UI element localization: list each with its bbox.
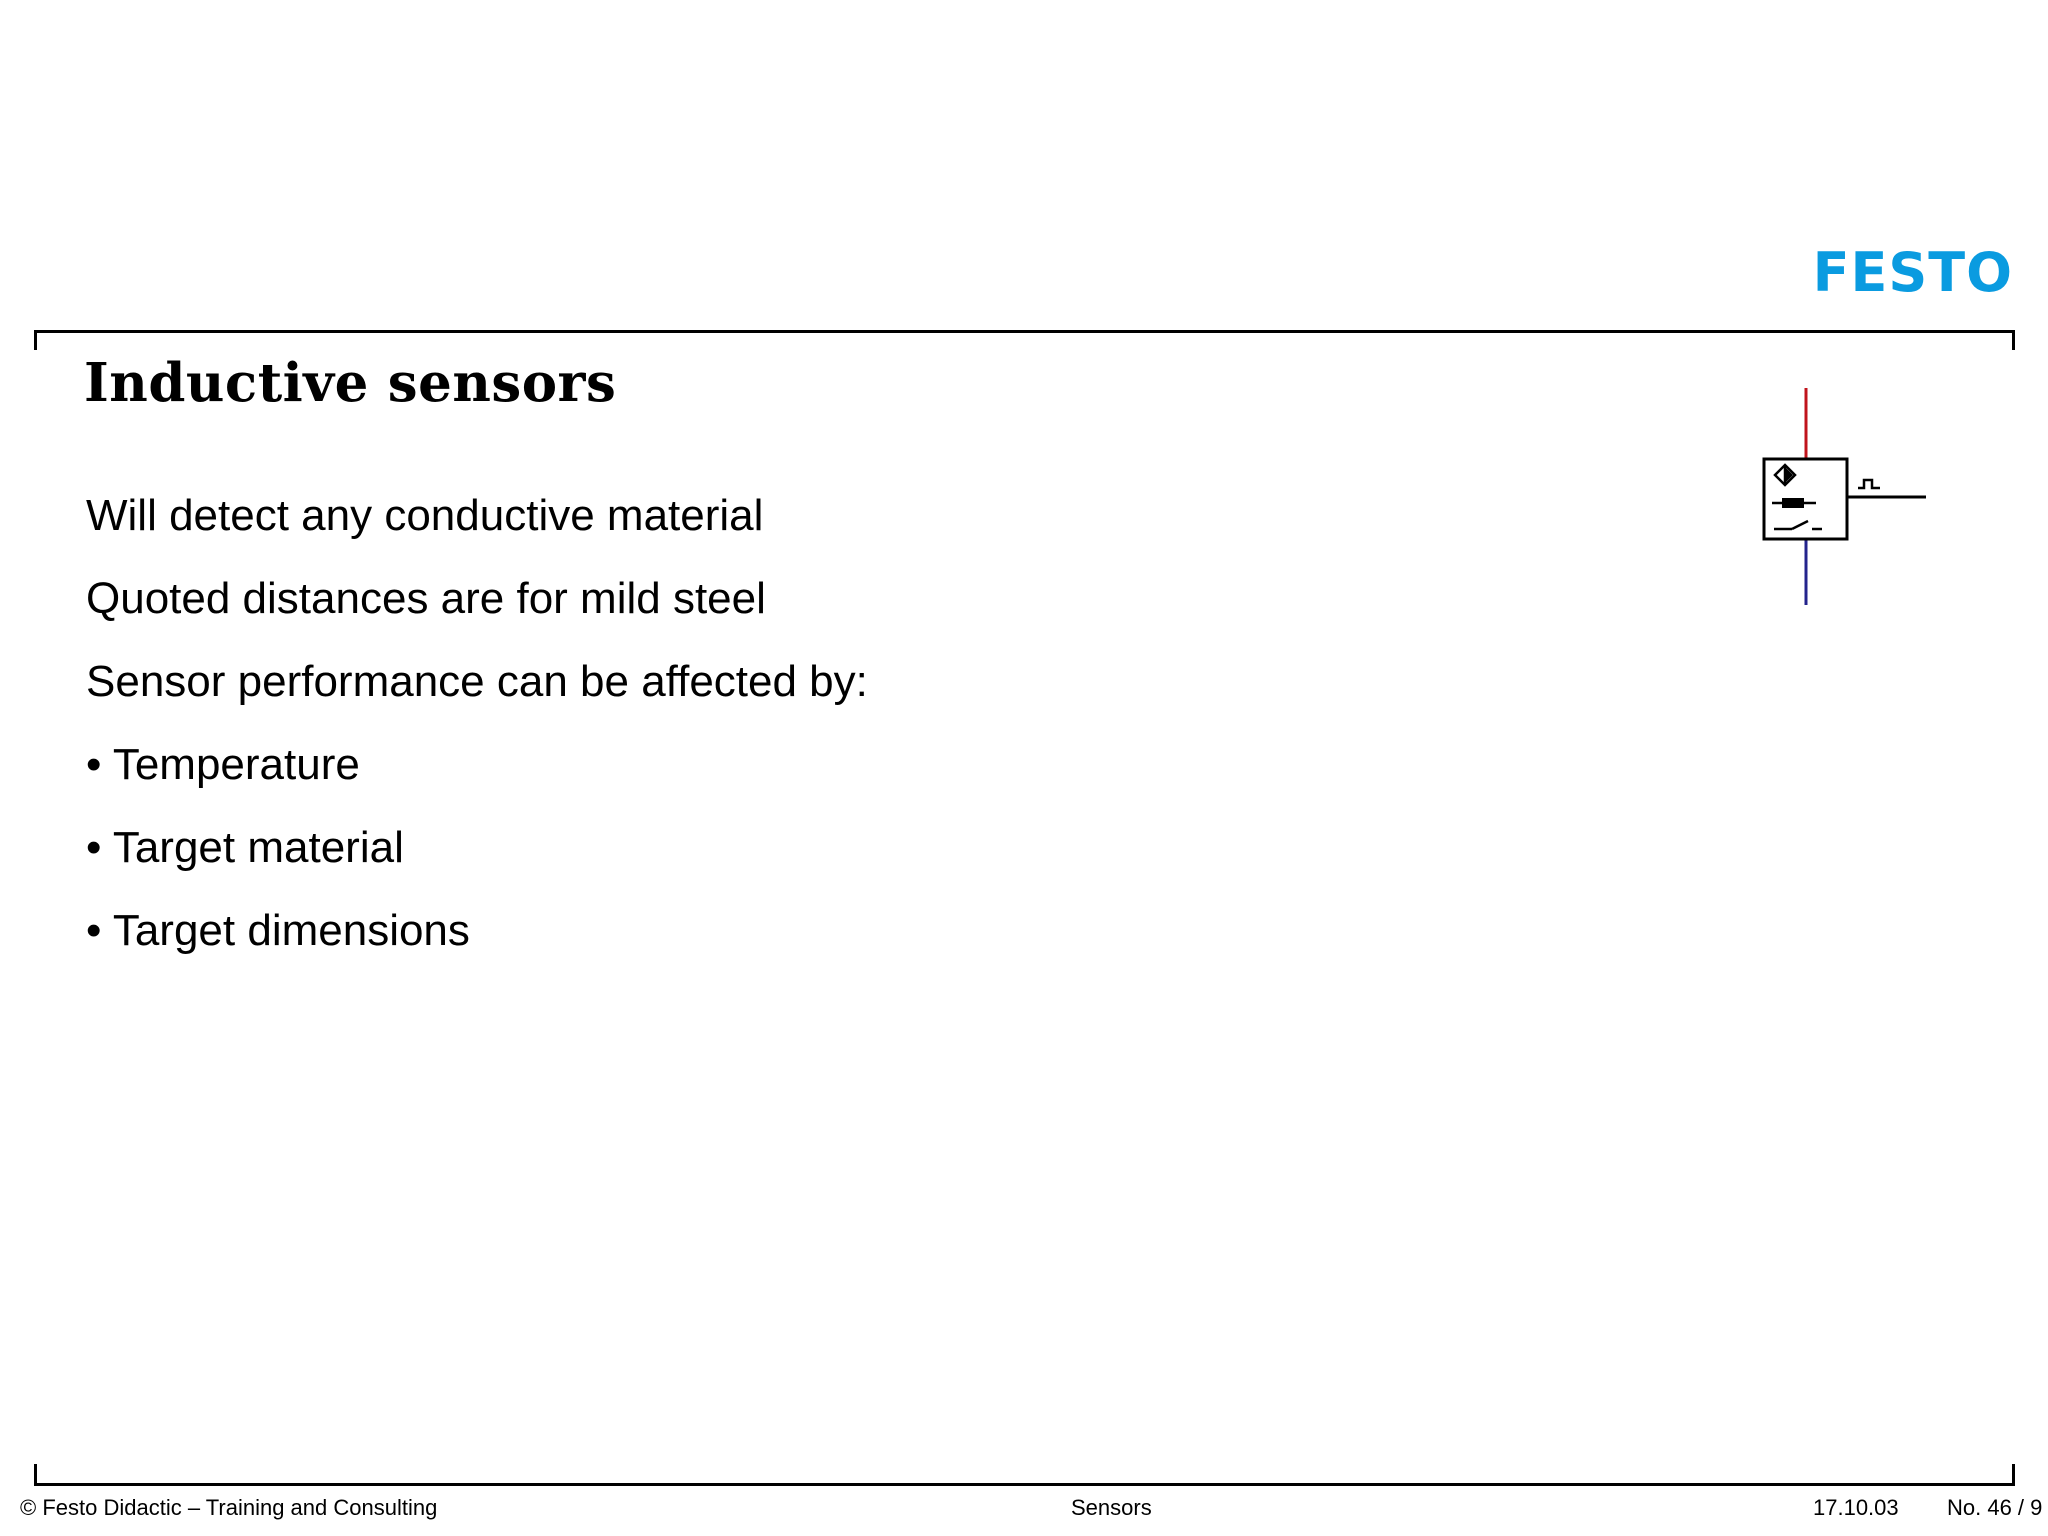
footer-topic: Sensors: [1071, 1495, 1152, 1520]
slide-title: Inductive sensors: [84, 352, 617, 414]
footer-copyright: © Festo Didactic – Training and Consulting: [20, 1495, 438, 1520]
inductive-sensor-symbol-icon: [1750, 385, 1940, 610]
bullet-item: • Target material: [86, 823, 404, 872]
header-frame-line: [34, 330, 2015, 350]
bullet-item: Will detect any conductive material: [86, 491, 764, 540]
pulse-icon: [1858, 480, 1880, 488]
footer-date: 17.10.03: [1813, 1495, 1899, 1520]
bullet-item: Sensor performance can be affected by:: [86, 657, 868, 706]
sensor-body: [1764, 459, 1847, 539]
bullet-item: • Target dimensions: [86, 906, 470, 955]
bullet-item: Quoted distances are for mild steel: [86, 574, 766, 623]
footer-frame-line: [34, 1464, 2015, 1486]
festo-logo: FESTO: [1812, 241, 2013, 304]
footer-page-number: No. 46 / 9: [1947, 1495, 2043, 1520]
bullet-item: • Temperature: [86, 740, 360, 789]
bullet-list: [86, 474, 868, 972]
